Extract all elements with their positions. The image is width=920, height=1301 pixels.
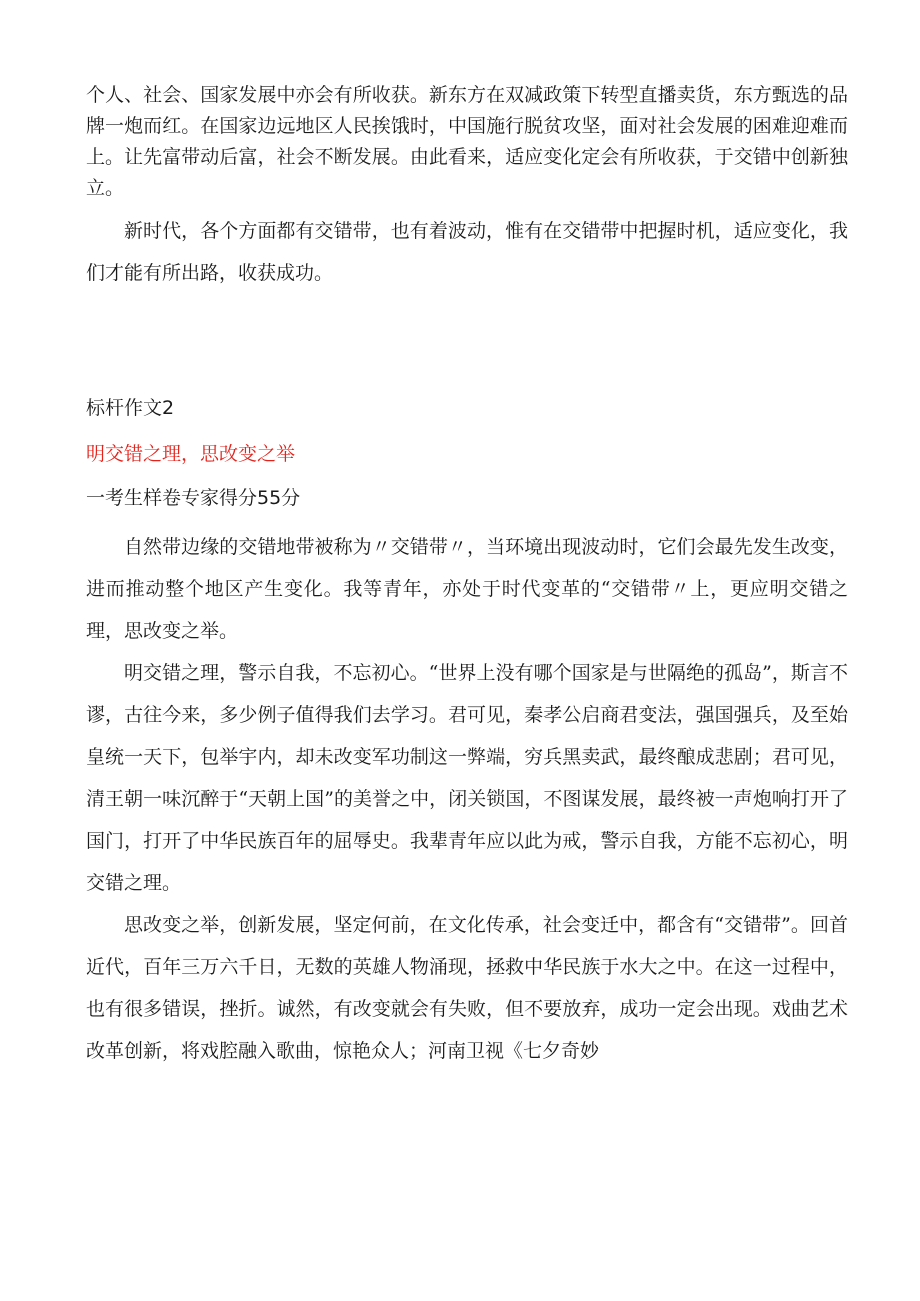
- paragraph-conclusion: 新时代，各个方面都有交错带，也有着波动，惟有在交错带中把握时机，适应变化，我们才能有所出路，收获成功。: [86, 220, 848, 284]
- essay-score-line: 一考生样卷专家得分55分: [86, 487, 301, 509]
- document-page: [86, 80, 848, 1072]
- essay-paragraph-1: 自然带边缘的交错地带被称为〃交错带〃，当环境出现波动时，它们会最先发生改变，进而推动整个地区产生变化。我等青年，亦处于时代变革的“交错带〃上，更应明交错之理，思改变之举。: [86, 536, 848, 642]
- essay-paragraph-2: 明交错之理，警示自我，不忘初心。“世界上没有哪个国家是与世隔绝的孤岛”，斯言不谬，古往今来，多少例子值得我们去学习。君可见，秦孝公启商君变法，强国强兵，及至始皇统一天下，包举宇内，却未改变军功制这一弊端，穷兵黑卖武，最终酿成悲剧；君可见，清王朝一味沉醉于“天朝上国”的美誉之中，闭关锁国，不图谋发展，最终被一声炮响打开了国门，打开了中华民族百年的屈辱史。我辈青年应以此为戒，警示自我，方能不忘初心，明交错之理。: [86, 662, 848, 894]
- essay-label: 标杆作文2: [86, 397, 175, 419]
- essay-paragraph-3: 思改变之举，创新发展，坚定何前，在文化传承，社会变迁中，都含有“交错带”。回首近代，百年三万六千日，无数的英雄人物涌现，拯救中华民族于水大之中。在这一过程中，也有很多错误，挫折。诚然，有改变就会有失败，但不要放弃，成功一定会出现。戏曲艺术改革创新，将戏腔融入歌曲，惊艳众人；河南卫视《七夕奇妙: [86, 914, 848, 1062]
- essay-title: 明交错之理，思改变之举: [86, 443, 296, 465]
- paragraph-continuation: 个人、社会、国家发展中亦会有所收获。新东方在双减政策下转型直播卖货，东方甄选的品牌一炮而红。在国家边远地区人民挨饿时，中国施行脱贫攻坚，面对社会发展的困难迎难而上。让先富带动后富，社会不断发展。由此看来，适应变化定会有所收获，于交错中创新独立。: [86, 84, 848, 199]
